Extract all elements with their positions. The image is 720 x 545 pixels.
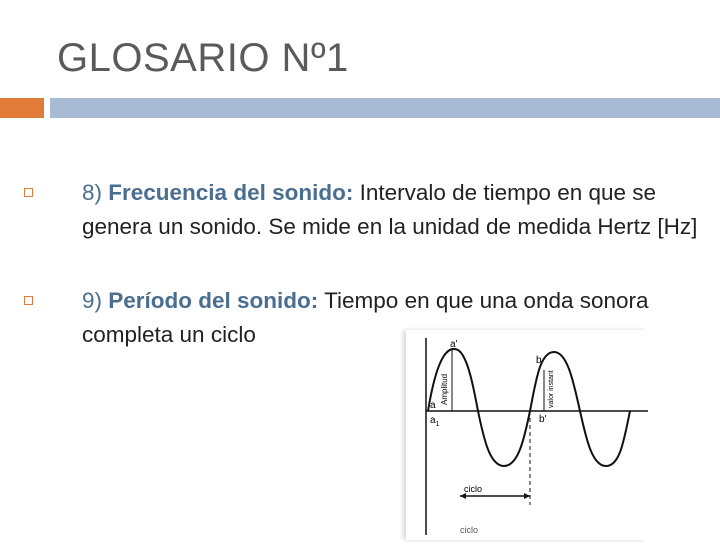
slide-title: GLOSARIO Nº1 [57, 36, 349, 80]
wave-figure [406, 330, 648, 540]
label-a: a [430, 400, 436, 411]
item-definition: Intervalo de tiempo en que se genera un sonido. Se mide en la unidad de medida Hertz [Hz] [82, 180, 698, 239]
item-definition: Tiempo en que una onda sonora completa un ciclo [82, 288, 649, 347]
bullet-icon [24, 296, 33, 305]
label-b: b [536, 355, 542, 366]
label-amplitud: Amplitud [440, 373, 449, 405]
title-accent-bar-blue [50, 98, 720, 118]
item-term: Período del sonido: [108, 288, 319, 313]
list-item [82, 176, 702, 244]
sine-wave [428, 349, 630, 466]
cycle-arrow-right-head [524, 493, 530, 499]
label-a-prime: a' [450, 339, 458, 350]
label-a1-sub: 1 [435, 421, 440, 428]
item-number: 9) [82, 288, 109, 313]
label-a1 [430, 415, 440, 428]
item-number: 8) [82, 180, 109, 205]
label-a1-base: a [430, 415, 436, 426]
bullet-icon [24, 188, 33, 197]
title-accent-bar-orange [0, 98, 44, 118]
label-b-prime: b' [539, 414, 547, 425]
label-ciclo-bottom: ciclo [460, 525, 479, 535]
label-valor-instant: valor instant [548, 370, 555, 408]
sine-wave-diagram [406, 330, 648, 540]
item-term: Frecuencia del sonido: [108, 180, 354, 205]
label-ciclo-top: ciclo [464, 484, 483, 494]
